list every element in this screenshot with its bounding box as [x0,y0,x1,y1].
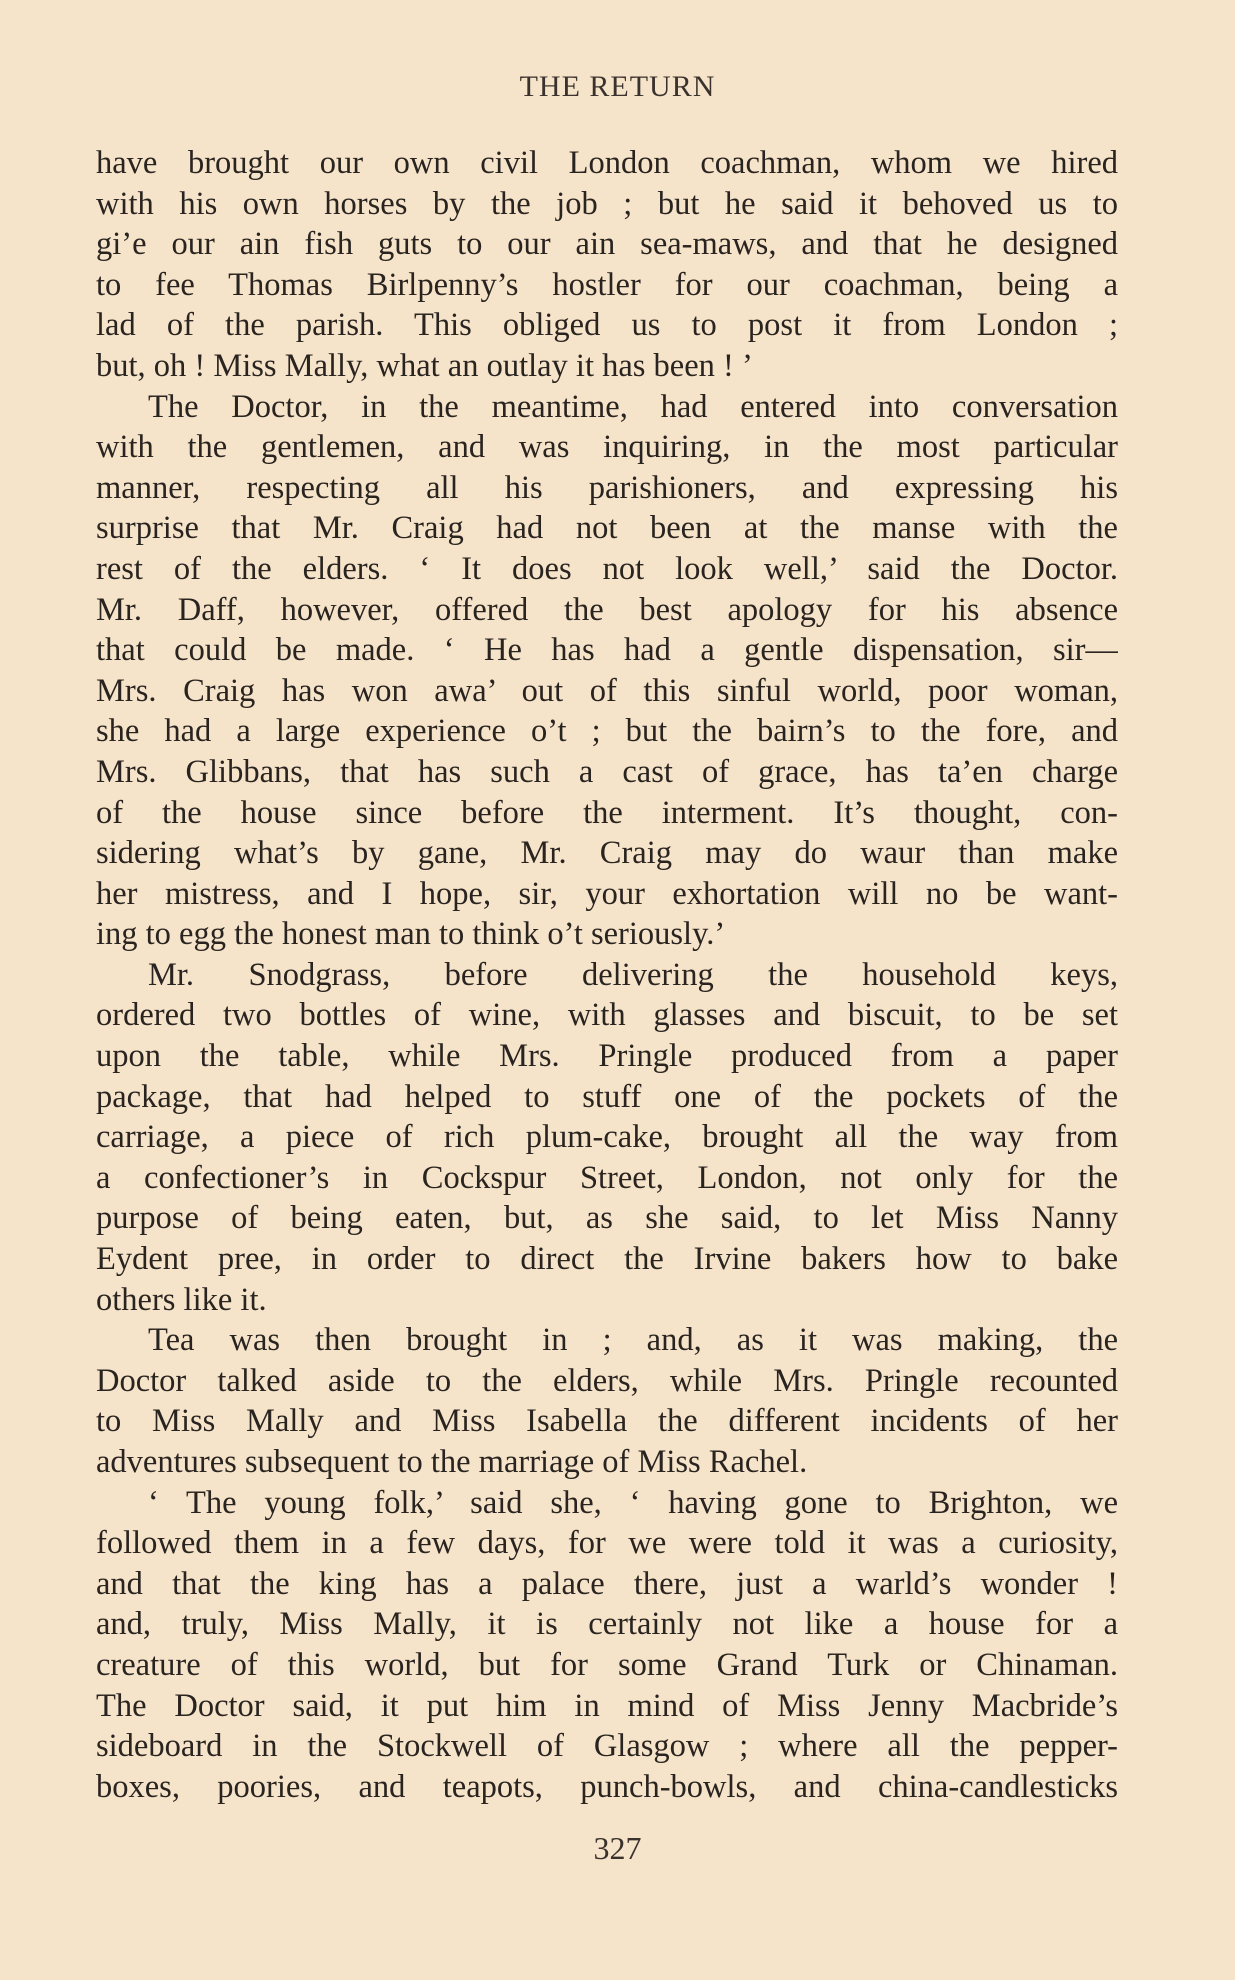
text-line: she had a large experience o’t ; but the bairn’s to the fore, and [96,713,1118,750]
text-line: with the gentlemen, and was inquiring, in the most particular [96,429,1118,466]
text-line: surprise that Mr. Craig had not been at the manse with the [96,510,1118,547]
text-line: manner, respecting all his parishioners, and expressing his [96,469,1118,506]
text-line: her mistress, and I hope, sir, your exhortation will no be want- [96,875,1118,912]
text-line: Mrs. Craig has won awa’ out of this sinful world, poor woman, [96,672,1118,709]
text-line: with his own horses by the job ; but he said it behoved us to [96,185,1118,222]
text-line: to fee Thomas Birlpenny’s hostler for our coachman, being a [96,266,1118,303]
text-line: purpose of being eaten, but, as she said, to let Miss Nanny [96,1200,1118,1237]
text-line: lad of the parish. This obliged us to post it from London ; [96,307,1118,344]
text-line: a confectioner’s in Cockspur Street, London, not only for the [96,1159,1118,1196]
text-line: Eydent pree, in order to direct the Irvine bakers how to bake [96,1241,1118,1278]
text-line: The Doctor said, it put him in mind of Miss Jenny Macbride’s [96,1687,1118,1724]
text-line: but, oh ! Miss Mally, what an outlay it has been ! ’ [96,347,753,384]
text-line: sideboard in the Stockwell of Glasgow ; where all the pepper- [96,1728,1118,1765]
text-line: sidering what’s by gane, Mr. Craig may do waur than make [96,835,1118,872]
text-line: Mr. Snodgrass, before delivering the household keys, [148,956,1118,993]
page-number: 327 [593,1830,642,1866]
text-line: Mrs. Glibbans, that has such a cast of grace, has ta’en charge [96,753,1118,790]
text-line: and, truly, Miss Mally, it is certainly not like a house for a [96,1606,1118,1643]
text-line: gi’e our ain fish guts to our ain sea-maws, and that he designed [96,226,1118,263]
text-line: ordered two bottles of wine, with glasses and biscuit, to be set [96,997,1118,1034]
text-line: package, that had helped to stuff one of the pockets of the [96,1078,1118,1115]
text-line: that could be made. ‘ He has had a gentle dispensation, sir— [96,632,1118,669]
running-title: THE RETURN [519,70,716,103]
text-line: Doctor talked aside to the elders, while Mrs. Pringle recounted [96,1362,1118,1399]
text-line: ing to egg the honest man to think o’t seriously.’ [96,916,726,953]
text-line: and that the king has a palace there, just a warld’s wonder ! [96,1565,1118,1602]
text-line: The Doctor, in the meantime, had entered into conversation [148,388,1118,425]
text-line: rest of the elders. ‘ It does not look well,’ said the Doctor. [96,550,1118,587]
text-line: followed them in a few days, for we were told it was a curiosity, [96,1525,1118,1562]
text-line: adventures subsequent to the marriage of Miss Rachel. [96,1444,808,1480]
text-line: ‘ The young folk,’ said she, ‘ having gone to Brighton, we [148,1484,1118,1521]
text-line: carriage, a piece of rich plum-cake, brought all the way from [96,1119,1118,1156]
text-line: to Miss Mally and Miss Isabella the different incidents of her [96,1403,1118,1440]
text-line: creature of this world, but for some Grand Turk or Chinaman. [96,1646,1118,1683]
body-text [96,143,1118,1807]
text-line: Tea was then brought in ; and, as it was making, the [148,1322,1118,1359]
text-line: others like it. [96,1281,267,1318]
text-line: Mr. Daff, however, offered the best apology for his absence [96,591,1118,628]
text-line: upon the table, while Mrs. Pringle produced from a paper [96,1038,1118,1075]
text-line: boxes, poories, and teapots, punch-bowls, and china-candlesticks [96,1768,1118,1805]
text-line: of the house since before the interment. It’s thought, con- [96,794,1118,831]
text-line: have brought our own civil London coachman, whom we hired [96,145,1118,181]
